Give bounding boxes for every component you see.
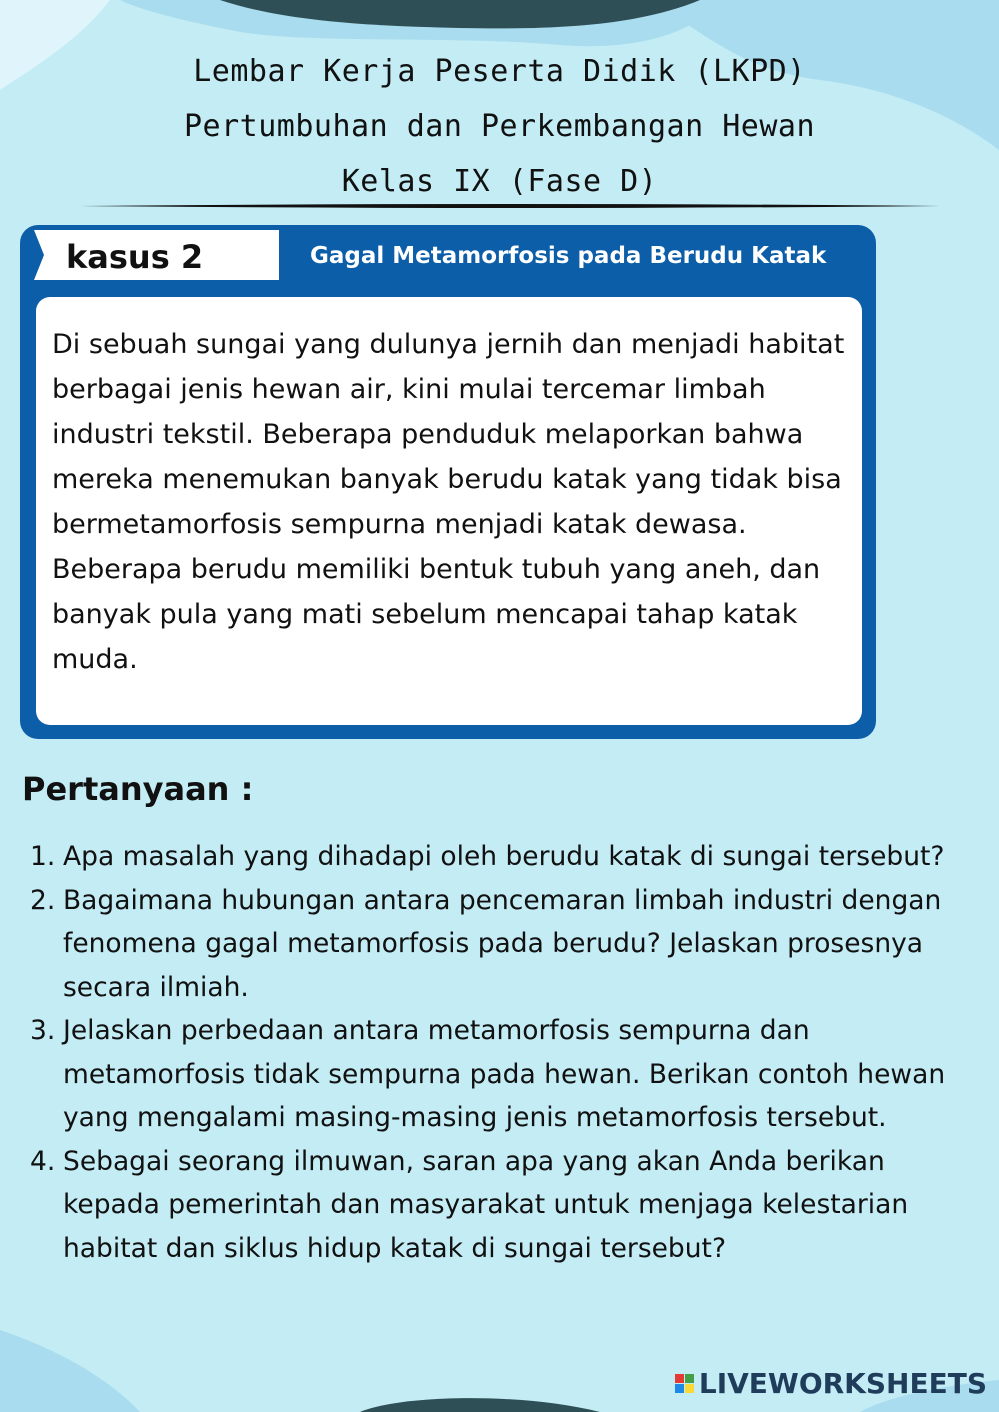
questions-heading: Pertanyaan : [22, 770, 254, 808]
case-description: Di sebuah sungai yang dulunya jernih dan menjadi habitat berbagai jenis hewan air, kini mulai tercemar limbah industri tekstil. Beberapa penduduk melaporkan bahwa mereka menemukan banyak berudu katak yang tidak bisa bermetamorfosis sempurna menjadi katak dewasa. Beberapa berudu memiliki bentuk tubuh yang aneh, dan banyak pula yang mati sebelum mencapai tahap katak muda. [52, 329, 845, 675]
question-number: 4. [30, 1145, 56, 1177]
worksheet-header [0, 44, 999, 209]
case-tag-label: kasus 2 [66, 238, 204, 276]
question-text: Apa masalah yang dihadapi oleh berudu katak di sungai tersebut? [63, 841, 945, 872]
watermark-text: LIVEWORKSHEETS [698, 1367, 987, 1400]
question-text: Jelaskan perbedaan antara metamorfosis sempurna dan metamorfosis tidak sempurna pada hewan. Berikan contoh hewan yang mengalami masing-masing jenis metamorfosis tersebut. [63, 1015, 946, 1133]
question-item [30, 1009, 990, 1140]
question-number: 3. [30, 1015, 56, 1046]
liveworksheets-watermark [675, 1367, 987, 1400]
header-title: Lembar Kerja Peserta Didik (LKPD) [193, 54, 806, 89]
question-item [30, 835, 990, 879]
question-text: Sebagai seorang ilmuwan, saran apa yang akan Anda berikan kepada pemerintah dan masyarakat untuk menjaga kelestarian habitat dan siklus hidup katak di sungai tersebut? [63, 1145, 909, 1264]
question-item [30, 879, 990, 1010]
question-number: 1. [30, 841, 56, 872]
header-divider [80, 203, 940, 209]
question-text: Bagaimana hubungan antara pencemaran limbah industri dengan fenomena gagal metamorfosis pada berudu? Jelaskan prosesnya secara ilmiah. [63, 884, 942, 1003]
question-item [30, 1140, 990, 1271]
case-title: Gagal Metamorfosis pada Berudu Katak [310, 243, 827, 269]
header-subtitle: Pertumbuhan dan Perkembangan Hewan [183, 109, 816, 144]
header-class: Kelas IX (Fase D) [341, 164, 658, 199]
bottom-dark-blob [360, 1398, 600, 1412]
question-number: 2. [30, 884, 56, 916]
liveworksheets-logo-icon [675, 1374, 694, 1393]
questions-list [30, 835, 990, 1270]
